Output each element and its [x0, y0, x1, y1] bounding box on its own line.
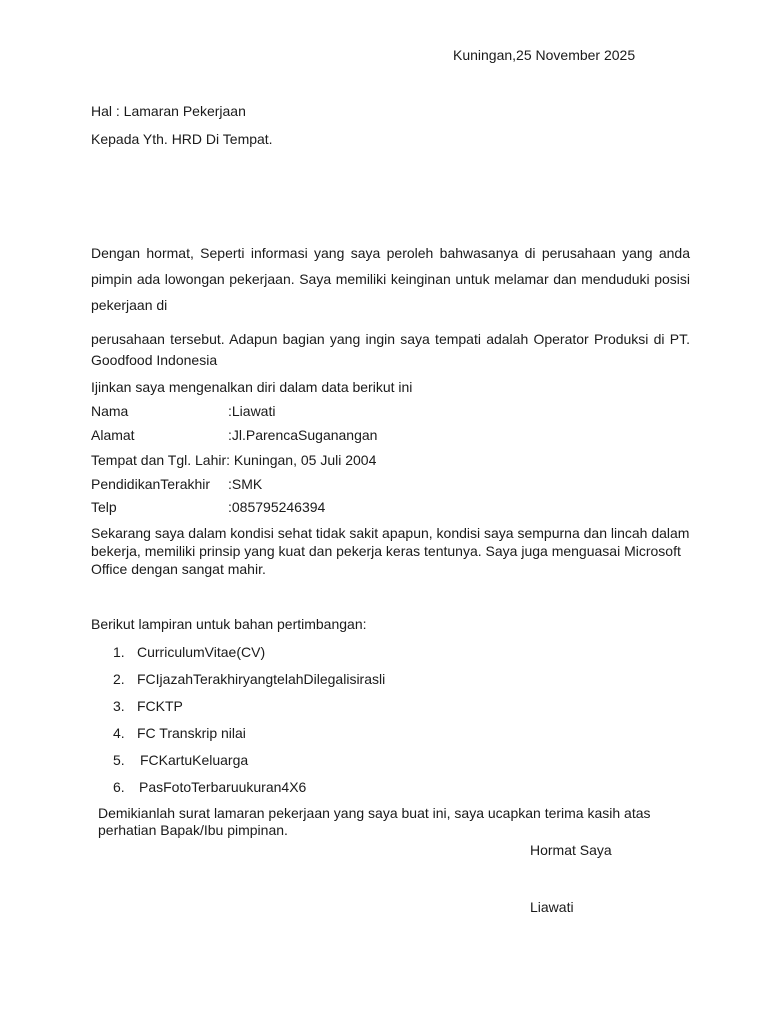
attachment-item: FCKartuKeluarga	[140, 752, 249, 768]
data-label-nama: Nama	[91, 403, 129, 419]
condition-paragraph: Sekarang saya dalam kondisi sehat tidak sakit apapun, kondisi saya sempurna dan lincah dalam bekerja, memiliki prinsip yang kuat dan pekerja keras tentunya. Saya juga menguasai Microsoft Office dengan sangat mahir.	[91, 525, 690, 577]
attachment-item: PasFotoTerbaruukuran4X6	[139, 779, 307, 795]
letter-subject: Hal : Lamaran Pekerjaan	[91, 103, 246, 119]
attachment-number: 6.	[113, 779, 125, 795]
attachment-item: FC Transkrip nilai	[137, 725, 246, 741]
data-intro: Ijinkan saya mengenalkan diri dalam data berikut ini	[91, 379, 413, 395]
regards-text: Hormat Saya	[530, 842, 612, 858]
data-label-education: PendidikanTerakhir	[91, 476, 211, 492]
opening-line: pimpin ada lowongan pekerjaan. Saya memiliki keinginan untuk melamar dan menduduki posisi	[91, 271, 690, 287]
signer-name: Liawati	[530, 899, 574, 915]
opening-paragraph	[91, 240, 690, 372]
data-row-birth: Tempat dan Tgl. Lahir: Kuningan, 05 Juli 2004	[91, 452, 377, 468]
data-value-alamat: :Jl.ParencaSuganangan	[228, 427, 378, 443]
attachment-number: 2.	[113, 671, 125, 687]
data-label-alamat: Alamat	[91, 427, 135, 443]
attachment-item: FCIjazahTerakhiryangtelahDilegalisirasli	[137, 671, 386, 687]
opening-line: Goodfood Indonesia	[91, 352, 218, 368]
data-value-nama: :Liawati	[228, 403, 276, 419]
data-label-phone: Telp	[91, 499, 117, 515]
attachment-number: 5.	[113, 752, 125, 768]
letter-date: Kuningan,25 November 2025	[453, 47, 636, 63]
attachments-intro: Berikut lampiran untuk bahan pertimbangan:	[91, 616, 367, 632]
letter-recipient: Kepada Yth. HRD Di Tempat.	[91, 131, 273, 147]
opening-line: pekerjaan di	[91, 297, 168, 313]
opening-line: Dengan hormat, Seperti informasi yang saya peroleh bahwasanya di perusahaan yang anda	[91, 245, 690, 261]
attachment-number: 3.	[113, 698, 125, 714]
closing-paragraph: Demikianlah surat lamaran pekerjaan yang saya buat ini, saya ucapkan terima kasih atas perhatian Bapak/Ibu pimpinan.	[98, 805, 651, 838]
opening-line: perusahaan tersebut. Adapun bagian yang ingin saya tempati adalah Operator Produksi di PT.	[91, 331, 690, 347]
attachment-item: CurriculumVitae(CV)	[137, 644, 266, 660]
attachment-number: 1.	[113, 644, 125, 660]
attachment-number: 4.	[113, 725, 125, 741]
data-value-education: :SMK	[228, 476, 263, 492]
data-value-phone: :085795246394	[228, 499, 326, 515]
attachment-item: FCKTP	[137, 698, 183, 714]
